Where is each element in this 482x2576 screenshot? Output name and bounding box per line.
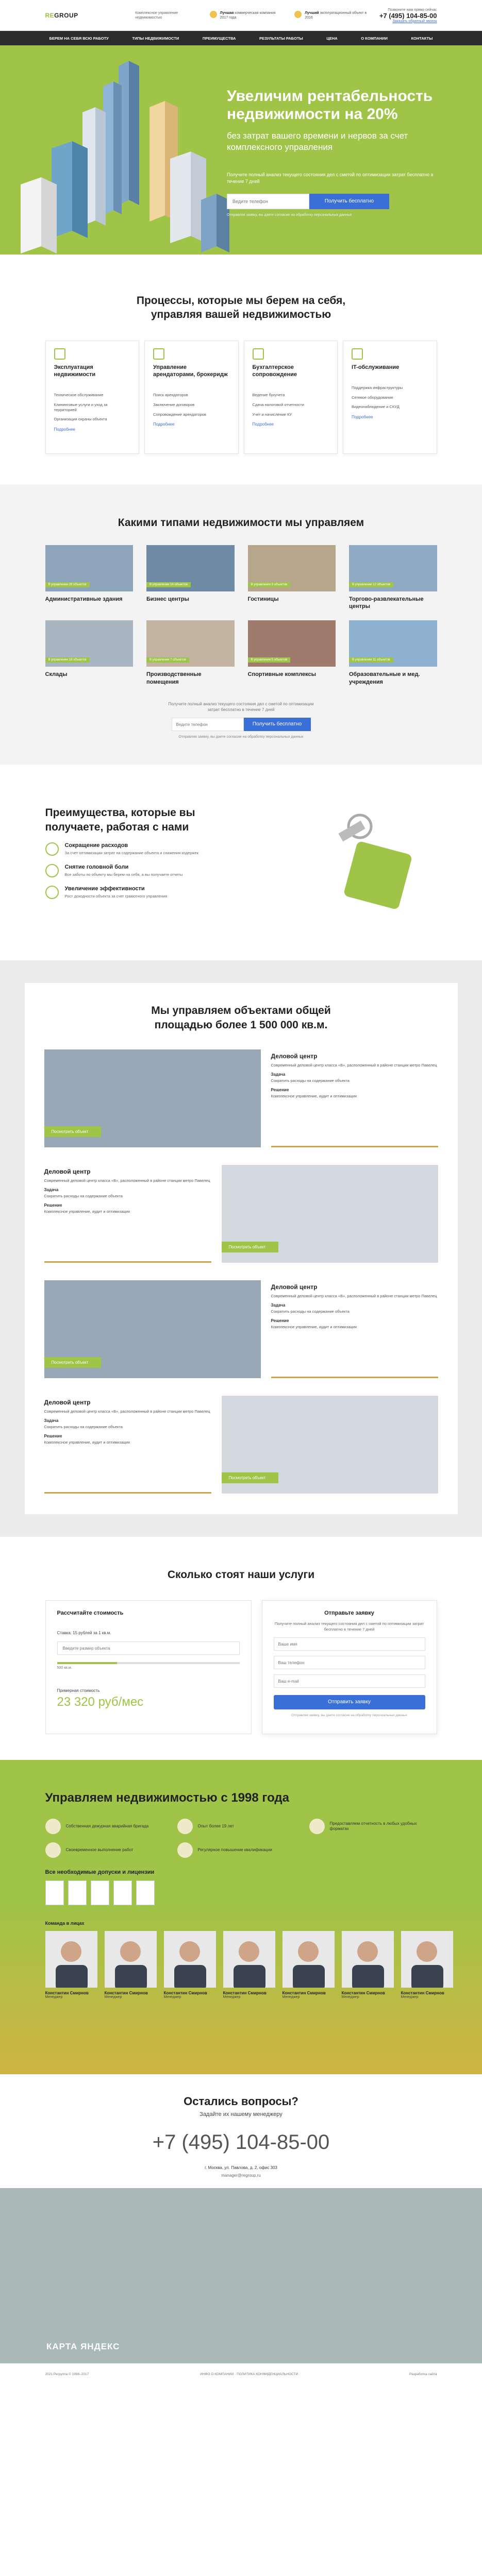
avatar <box>282 1931 335 1988</box>
feature-item: Своевременное выполнение работ <box>45 1842 169 1858</box>
questions-section: Остались вопросы? Задайте их нашему менеджеру +7 (495) 104-85-00 г. Москва, ул. Павлова, д. 2, офис 303 manager@regroup.ru <box>0 2074 482 2188</box>
award-icon <box>294 11 302 18</box>
hero-phone-input[interactable] <box>227 194 309 209</box>
avatar <box>342 1931 394 1988</box>
more-link[interactable]: Подробнее <box>352 415 373 420</box>
area-slider[interactable] <box>57 1662 240 1664</box>
nav-item-results[interactable]: РЕЗУЛЬТАТЫ РАБОТЫ <box>259 36 303 41</box>
type-education[interactable]: В управлении 11 объектов Образовательные и мед. учреждения <box>349 620 437 686</box>
questions-title: Остались вопросы? <box>184 2095 298 2108</box>
keychain-illustration <box>313 806 417 909</box>
object-row: Деловой центр Современный деловой центр класса «B», расположенный в районе станции метро Павелец Задача Сократить расходы на содержание объекта Решение Комплексное управление, аудит и оптимизация Посмотреть объект <box>44 1165 438 1263</box>
type-photo: В управлении 26 объектов <box>45 545 134 591</box>
licenses: Все необходимые допуски и лицензии <box>45 1869 437 1905</box>
process-section <box>0 255 482 485</box>
hero-content <box>227 88 443 217</box>
order-form: Отправьте заявку Получите полный анализ текущего состояния дел с сметой по оптимизации затрат бесплатно в течение 7 дней Ваше имя Ваш телефон Ваш e-mail Отправить заявку Отправляя заявку, вы даете согласие на обработку персональных данных <box>262 1600 437 1734</box>
types-phone-input[interactable] <box>172 718 244 731</box>
nav-item-work[interactable]: БЕРЕМ НА СЕБЯ ВСЮ РАБОТУ <box>49 36 109 41</box>
hero-legal: Отправляя заявку, вы даете согласие на обработку персональных данных <box>227 213 352 217</box>
nav-item-types[interactable]: ТИПЫ НЕДВИЖИМОСТИ <box>132 36 179 41</box>
feature-item: Опыт более 19 лет <box>177 1819 301 1834</box>
types-title: Какими типами недвижимости мы управляем <box>118 516 364 529</box>
hero-form <box>227 194 443 209</box>
nav-item-about[interactable]: О КОМПАНИИ <box>361 36 388 41</box>
award-best-company: Лучшая коммерческая компания 2017 года <box>210 11 282 20</box>
license-doc[interactable] <box>91 1880 109 1905</box>
team-member: Константин Смирнов Менеджер <box>282 1931 335 1999</box>
report-icon <box>309 1819 325 1834</box>
advantage-item: Сокращение расходов За счет оптимизации затрат на содержание объекта и снижения издержек <box>45 842 241 856</box>
area-input[interactable] <box>57 1641 240 1655</box>
avatar <box>223 1931 275 1988</box>
team-member: Константин Смирнов Менеджер <box>45 1931 97 1999</box>
license-doc[interactable] <box>45 1880 64 1905</box>
feature-item: Предоставляем отчетность в любых удобных форматах <box>309 1819 433 1834</box>
coin-icon <box>45 842 59 856</box>
team-member: Константин Смирнов Менеджер <box>342 1931 394 1999</box>
map[interactable] <box>0 2188 482 2363</box>
footer-links[interactable]: ИНФО О КОМПАНИИ · ПОЛИТИКА КОНФИДЕНЦИАЛЬНОСТИ <box>200 2372 298 2376</box>
phone-input[interactable] <box>274 1656 425 1669</box>
map-label: КАРТА ЯНДЕКС <box>46 2342 120 2352</box>
star-icon <box>177 1819 193 1834</box>
hero-submit-button[interactable]: Получить бесплатно <box>309 194 389 209</box>
team-title: Команда в лицах <box>45 1921 85 1926</box>
header <box>0 0 482 31</box>
type-production[interactable]: В управлении 7 объектов Производственные помещения <box>146 620 235 686</box>
tagline: Комплексное управление недвижимостью <box>135 11 178 20</box>
footer: 2021 Регруппа © 1998–2017 ИНФО О КОМПАНИИ · ПОЛИТИКА КОНФИДЕНЦИАЛЬНОСТИ Разработка сайта <box>0 2363 482 2384</box>
order-submit-button[interactable]: Отправить заявку <box>274 1695 425 1709</box>
types-submit-button[interactable]: Получить бесплатно <box>244 718 311 731</box>
hero-note: Получите полный анализ текущего состояния дел с сметой по оптимизации затрат бесплатно в течение 7 дней <box>227 172 434 184</box>
type-photo: В управлении 11 объектов <box>349 620 437 667</box>
process-card-accounting: Бухгалтерское сопровождение Ведение бухучета Сдача налоговой отчетности Учет и начисление КУ Подробнее <box>244 341 338 454</box>
logo[interactable] <box>45 12 123 19</box>
objects-section <box>0 960 482 1537</box>
team-icon <box>45 1819 61 1834</box>
nav-item-price[interactable]: ЦЕНА <box>326 36 338 41</box>
process-card-it: IT-обслуживание Поддержка инфраструктуры Сетевое оборудование Видеонаблюдение и СКУД Подробнее <box>343 341 437 454</box>
shield-icon <box>45 864 59 877</box>
view-object-button[interactable]: Посмотреть объект <box>44 1126 101 1137</box>
team-member: Константин Смирнов Менеджер <box>401 1931 453 1999</box>
award-best-object: Лучший эксплуатационный объект в 2016 <box>294 11 367 20</box>
object-photo <box>44 1049 261 1147</box>
header-contact: Позвоните нам прямо сейчас +7 (495) 104-85-00 Заказать обратный звонок <box>379 8 437 23</box>
type-photo: В управлении 12 объектов <box>349 545 437 591</box>
type-malls[interactable]: В управлении 12 объектов Торгово-развлекательные центры <box>349 545 437 611</box>
graduation-icon <box>177 1842 193 1858</box>
address: г. Москва, ул. Павлова, д. 2, офис 303 <box>205 2165 277 2171</box>
type-photo: В управлении 9 объектов <box>248 545 336 591</box>
email-link[interactable]: manager@regroup.ru <box>221 2173 261 2178</box>
type-business[interactable]: В управлении 14 объектов Бизнес центры <box>146 545 235 611</box>
type-photo: В управлении 18 объектов <box>45 620 134 667</box>
chart-icon <box>45 886 59 899</box>
since-title: Управляем недвижимостью с 1998 года <box>45 1791 289 1805</box>
price-value: 23 320 руб/мес <box>57 1695 144 1709</box>
types-section <box>0 485 482 765</box>
advantages-title: Преимущества, которые вы получаете, работая с нами <box>45 807 195 833</box>
type-hotels[interactable]: В управлении 9 объектов Гостиницы <box>248 545 336 611</box>
avatar <box>105 1931 157 1988</box>
calculator-icon <box>253 348 264 360</box>
view-object-button[interactable]: Посмотреть объект <box>44 1357 101 1368</box>
view-object-button[interactable]: Посмотреть объект <box>222 1242 278 1252</box>
feature-item: Регулярное повышение квалификации <box>177 1842 301 1858</box>
monitor-icon <box>352 348 363 360</box>
advantage-item: Снятие головной боли Все заботы по объекту мы берем на себя, а вы получаете отчеты <box>45 864 241 877</box>
process-title: Процессы, которые мы берем на себя, управляя вашей недвижимостью <box>136 295 346 321</box>
type-photo: В управлении 7 объектов <box>146 620 235 667</box>
license-doc[interactable] <box>136 1880 155 1905</box>
team-list <box>45 1931 444 1999</box>
more-link[interactable]: Подробнее <box>153 422 175 427</box>
type-photo: В управлении 14 объектов <box>146 545 235 591</box>
type-photo: В управлении 5 объектов <box>248 620 336 667</box>
license-doc[interactable] <box>68 1880 87 1905</box>
license-doc[interactable] <box>113 1880 132 1905</box>
callback-link[interactable]: Заказать обратный звонок <box>392 19 437 23</box>
process-card-exploitation: Эксплуатация недвижимости Техническое обслуживание Клининговые услуги и уход за территорией Организация охраны объекта Подробнее <box>45 341 140 454</box>
object-row: Посмотреть объект Деловой центр Современный деловой центр класса «B», расположенный в районе станции метро Павелец Задача Сократить расходы на содержание объекта Решение Комплексное управление, аудит и оптимизация <box>44 1049 438 1147</box>
feature-item: Собственная дежурная аварийная бригада <box>45 1819 169 1834</box>
clock-icon <box>45 1842 61 1858</box>
nav-item-advantages[interactable]: ПРЕИМУЩЕСТВА <box>202 36 236 41</box>
nav-item-contacts[interactable]: КОНТАКТЫ <box>411 36 433 41</box>
object-photo <box>222 1396 438 1494</box>
type-warehouses[interactable]: В управлении 18 объектов Склады <box>45 620 134 686</box>
people-icon <box>153 348 164 360</box>
city-illustration <box>0 45 237 255</box>
logo-text: REGROUP <box>45 12 78 19</box>
avatar <box>164 1931 216 1988</box>
cost-section <box>0 1537 482 1760</box>
building-icon <box>54 348 65 360</box>
objects-title: Мы управляем объектами общей площадью более 1 500 000 кв.м. <box>151 1005 331 1031</box>
team-member: Константин Смирнов Менеджер <box>223 1931 275 1999</box>
team-member: Константин Смирнов Менеджер <box>164 1931 216 1999</box>
object-row: Посмотреть объект Деловой центр Современный деловой центр класса «B», расположенный в районе станции метро Павелец Задача Сократить расходы на содержание объекта Решение Комплексное управление, аудит и оптимизация <box>44 1280 438 1378</box>
object-photo <box>44 1280 261 1378</box>
type-sport[interactable]: В управлении 5 объектов Спортивные комплексы <box>248 620 336 686</box>
cost-calculator: Рассчитайте стоимость Ставка: 15 рублей за 1 кв.м. Введите размер объекта 500 кв.м. Примерная стоимость 23 320 руб/мес <box>45 1600 252 1734</box>
cost-title: Сколько стоят наши услуги <box>167 1569 315 1581</box>
more-link[interactable]: Подробнее <box>252 422 274 427</box>
contact-phone[interactable]: +7 (495) 104-85-00 <box>152 2131 330 2154</box>
since-section <box>0 1760 482 2074</box>
view-object-button[interactable]: Посмотреть объект <box>222 1472 278 1483</box>
more-link[interactable]: Подробнее <box>54 427 75 432</box>
name-input[interactable] <box>274 1637 425 1651</box>
main-nav <box>0 31 482 45</box>
team-member: Константин Смирнов Менеджер <box>105 1931 157 1999</box>
avatar <box>45 1931 97 1988</box>
hero <box>0 45 482 255</box>
process-card-tenants: Управление арендаторами, брокеридж Поиск арендаторов Заключение договоров Сопровождение арендаторов Подробнее <box>144 341 239 454</box>
award-icon <box>210 11 217 18</box>
object-photo <box>222 1165 438 1263</box>
header-phone[interactable]: +7 (495) 104-85-00 <box>379 11 437 20</box>
types-cta: Получите полный анализ текущего состояния дел с сметой по оптимизации затрат бесплатно в течение 7 дней Ведите телефон Получить бесплатно Отправляя заявку, вы даете согласие на обработку персональных данных <box>45 701 437 739</box>
type-admin[interactable]: В управлении 26 объектов Административные здания <box>45 545 134 611</box>
email-input[interactable] <box>274 1674 425 1688</box>
hero-title: Увеличим рентабельность недвижимости на 20% <box>227 88 433 123</box>
advantages-section <box>0 765 482 960</box>
advantage-item: Увеличение эффективности Рост доходности объекта за счет грамотного управления <box>45 886 241 899</box>
hero-subtitle: без затрат вашего времени и нервов за счет комплексного управления <box>227 131 408 152</box>
avatar <box>401 1931 453 1988</box>
object-row: Деловой центр Современный деловой центр класса «B», расположенный в районе станции метро Павелец Задача Сократить расходы на содержание объекта Решение Комплексное управление, аудит и оптимизация Посмотреть объект <box>44 1396 438 1494</box>
